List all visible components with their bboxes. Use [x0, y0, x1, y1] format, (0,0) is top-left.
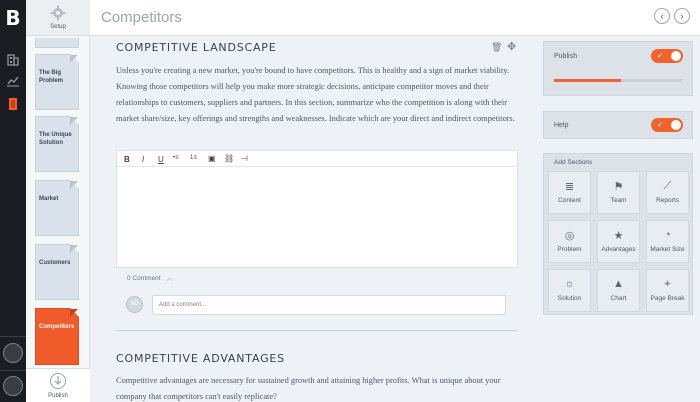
italic-icon[interactable]: I: [142, 155, 145, 164]
section-page-label: Market: [39, 196, 59, 202]
section-page-label: Competitors: [39, 324, 75, 330]
section-page-partial[interactable]: [35, 38, 79, 48]
section-page-competitors[interactable]: [35, 308, 79, 365]
section-page-label: The Unique Solution: [39, 132, 72, 146]
main-content: [90, 36, 533, 402]
building-icon[interactable]: [6, 52, 20, 66]
document-icon[interactable]: [6, 97, 20, 111]
section-heading: COMPETITIVE ADVANTAGES: [116, 352, 285, 365]
content-icon: ≣: [564, 181, 575, 193]
page-title: Competitors: [101, 9, 182, 26]
comment-count-label: 0 Comment: [127, 275, 161, 282]
market-size-icon: ◔: [664, 229, 671, 241]
indent-icon[interactable]: ⊣: [241, 154, 248, 163]
section-description: Unless you're creating a new market, you're bound to have competitors. This is healthy and a sign of market viability. Knowing those competitors will help you make more strategic decisions, anticipate competitor moves and their relationships to customers, suppliers and partners. In this section, summarize who the competition is along with their market share/size, key offerings and strengths and weaknesses. Indicate which are your direct and indirect competitors.: [116, 66, 515, 123]
help-panel: [543, 111, 693, 139]
tile-label: Page Break: [650, 295, 685, 302]
rich-text-editor[interactable]: [116, 150, 518, 268]
add-section-page-break[interactable]: [646, 269, 689, 312]
section-page-label: The Big Problem: [39, 70, 64, 84]
add-section-market-size[interactable]: [646, 220, 689, 263]
rail-divider: [0, 336, 26, 337]
bold-icon[interactable]: B: [124, 155, 130, 164]
publish-toggle[interactable]: [651, 49, 683, 63]
publish-label: Publish: [48, 393, 68, 399]
section-page-customers[interactable]: [35, 244, 79, 300]
section-page-market[interactable]: [35, 180, 79, 236]
comment-input[interactable]: Add a comment...: [152, 295, 506, 315]
setup-label: Setup: [50, 24, 66, 30]
comment-count[interactable]: [127, 273, 173, 282]
section-strip: [26, 0, 90, 402]
section-page-label: Customers: [39, 260, 71, 266]
add-section-team[interactable]: [597, 171, 640, 214]
tile-label: Team: [610, 197, 627, 204]
publish-button[interactable]: [26, 368, 90, 402]
section-heading: COMPETITIVE LANDSCAPE: [116, 41, 277, 54]
add-section-reports[interactable]: [646, 171, 689, 214]
add-section-advantages[interactable]: [597, 220, 640, 263]
check-icon: ✓: [657, 51, 664, 60]
publish-panel: [543, 41, 693, 96]
help-toggle-label: Help: [554, 122, 569, 129]
user-avatar[interactable]: [3, 376, 23, 396]
add-sections-title: Add Sections: [554, 159, 593, 166]
underline-icon[interactable]: U: [158, 155, 164, 164]
add-section-chart[interactable]: [597, 269, 640, 312]
chart-icon: ▲: [613, 278, 624, 290]
chevron-up-icon[interactable]: ︿: [166, 275, 173, 282]
image-icon[interactable]: ▣: [208, 154, 216, 163]
commenter-avatar: AD: [126, 296, 143, 313]
chart-line-icon[interactable]: [6, 74, 20, 88]
tile-label: Chart: [610, 295, 627, 302]
add-section-problem[interactable]: [548, 220, 591, 263]
chevron-left-icon[interactable]: ‹: [654, 8, 670, 24]
link-icon[interactable]: ⛓: [224, 154, 235, 163]
tile-label: Solution: [557, 295, 582, 302]
publish-progress: [554, 79, 682, 82]
section-divider: [116, 330, 518, 331]
problem-icon: ◎: [564, 230, 575, 242]
add-sections-panel: [543, 153, 693, 315]
section-page-unique-solution[interactable]: [35, 116, 79, 172]
section-page-big-problem[interactable]: [35, 54, 79, 110]
left-rail: [0, 0, 26, 402]
trash-icon[interactable]: 🗑: [491, 42, 503, 52]
tile-label: Advantages: [601, 246, 636, 253]
advantages-icon: ★: [613, 230, 624, 242]
section-description: Competitive advantages are necessary for sustained growth and attaining higher profits. What is unique about your company that competitors can't easily replicate?: [116, 376, 501, 401]
tile-label: Reports: [656, 197, 679, 204]
tile-label: Content: [558, 197, 581, 204]
tile-label: Market Size: [650, 246, 685, 253]
chevron-right-icon[interactable]: ›: [674, 8, 690, 24]
rail-divider: [0, 370, 26, 371]
gear-icon: [50, 5, 66, 21]
download-icon: [50, 373, 66, 389]
top-bar: [90, 0, 700, 36]
numbered-list-icon[interactable]: 1≡: [190, 155, 197, 161]
tile-label: Problem: [557, 246, 582, 253]
reports-icon: ⟋: [663, 180, 672, 192]
team-avatar[interactable]: [3, 343, 23, 363]
page-break-icon: ⌖: [664, 278, 671, 290]
solution-icon: ☼: [564, 278, 575, 290]
bullet-list-icon[interactable]: •≡: [173, 155, 179, 161]
team-icon: ⚑: [613, 181, 624, 193]
app-logo[interactable]: B: [5, 6, 21, 30]
setup-button[interactable]: [26, 0, 90, 36]
help-toggle[interactable]: [651, 118, 683, 132]
add-section-solution[interactable]: [548, 269, 591, 312]
editor-toolbar: [117, 151, 517, 167]
add-section-content[interactable]: [548, 171, 591, 214]
publish-toggle-label: Publish: [554, 53, 577, 60]
move-icon[interactable]: ✥: [507, 41, 517, 53]
check-icon: ✓: [657, 120, 664, 129]
